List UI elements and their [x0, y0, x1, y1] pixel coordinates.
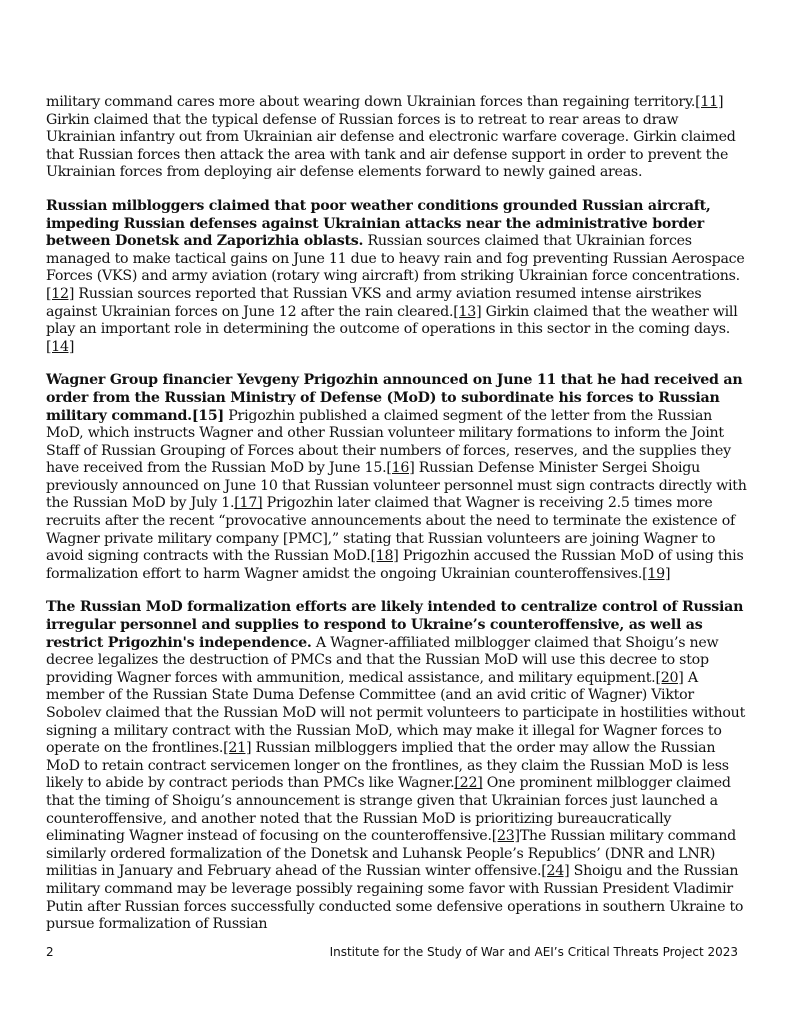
paragraph-text: Girkin claimed that the weather will play an important role in determining the outcome of operations in this sector in the coming days. [46, 303, 738, 338]
paragraph-lead: Wagner Group financier Yevgeny Prigozhin announced on June 11 that he had received an order from the Russian Ministry of Defense (MoD) to subordinate his forces to Russian military command.[15] [46, 372, 743, 424]
citation-link[interactable]: [20] [655, 669, 684, 686]
citation-link[interactable]: [21] [223, 740, 252, 757]
paragraph-text: A member of the Russian State Duma Defense Committee (and an avid critic of Wagner) Viktor Sobolev claimed that the Russian MoD will not permit volunteers to participate in hostilities without signing a military contract with the Russian MoD, which may make it illegal for Wagner forces to operate on the frontlines. [46, 669, 746, 757]
page-number: 2 [46, 945, 54, 959]
paragraph-text: The Russian military command similarly ordered formalization of the Donetsk and Luhansk People’s Republics’ (DNR and LNR) militias in January and February ahead of the Russian winter offensive. [46, 828, 736, 880]
paragraph-text: A Wagner-affiliated milblogger claimed that Shoigu’s new decree legalizes the destruction of PMCs and that the Russian MoD will use this decree to stop providing Wagner forces with ammunition, medical assistance, and military equipment. [46, 634, 719, 686]
paragraph-text: Russian Defense Minister Sergei Shoigu previously announced on June 10 that Russian volunteer personnel must sign contracts directly with the Russian MoD by July 1. [46, 460, 747, 512]
paragraph-3 [46, 372, 748, 583]
paragraph-text: Shoigu and the Russian military command may be leverage possibly regaining some favor with Russian President Vladimir Putin after Russian forces successfully conducted some defensive operations in southern Ukraine to pursue formalization of Russian [46, 863, 744, 933]
paragraph-text: Prigozhin published a claimed segment of the letter from the Russian MoD, which instructs Wagner and other Russian volunteer military formations to inform the Joint Staff of Russian Grouping of Forces about their numbers of forces, reserves, and the supplies they have received from the Russian MoD by June 15. [46, 407, 731, 477]
citation-link[interactable]: [13] [453, 303, 482, 320]
paragraph-text: Russian sources reported that Russian VKS and army aviation resumed intense airstrikes against Ukrainian forces on June 12 after the rain cleared. [46, 285, 702, 320]
paragraph-text: Girkin claimed that the typical defense of Russian forces is to retreat to rear areas to draw Ukrainian infantry out from Ukrainian air defense and electronic warfare coverage. Girkin claimed that Russian forces then attack the area with tank and air defense support in order to prevent the Ukrainian forces from deploying air defense elements forward to newly gained areas. [46, 111, 736, 181]
citation-link[interactable]: [11] [695, 94, 724, 110]
citation-link[interactable]: [18] [370, 548, 399, 565]
citation-link[interactable]: [22] [454, 775, 483, 792]
paragraph-1 [46, 94, 748, 182]
citation-link[interactable]: [24] [541, 863, 570, 880]
paragraph-text: Russian sources claimed that Ukrainian forces managed to make tactical gains on June 11 due to heavy rain and fog preventing Russian Aerospace Forces (VKS) and army aviation (rotary wing aircraft) from striking Ukrainian force concentrations. [46, 233, 745, 285]
citation-link[interactable]: [17] [234, 495, 263, 512]
citation-link[interactable]: [16] [386, 460, 415, 477]
paragraph-text: Prigozhin accused the Russian MoD of using this formalization effort to harm Wagner amidst the ongoing Ukrainian counteroffensives. [46, 548, 744, 582]
paragraph-text: military command cares more about wearing down Ukrainian forces than regaining territory. [46, 94, 696, 110]
paragraph-text: Prigozhin later claimed that Wagner is receiving 2.5 times more recruits after the recent “provocative announcements about the need to terminate the existence of Wagner private military company [PMC],” stating that Russian volunteers are joining Wagner to avoid signing contracts with the Russian MoD. [46, 495, 736, 565]
paragraph-lead: Russian milbloggers claimed that poor weather conditions grounded Russian aircraft, impeding Russian defenses against Ukrainian attacks near the administrative border between Donetsk and Zaporizhia oblasts. [46, 197, 711, 250]
footer-credit: Institute for the Study of War and AEI’s Critical Threats Project 2023 [329, 945, 738, 959]
paragraph-4 [46, 599, 748, 933]
citation-link[interactable]: [23] [491, 828, 520, 845]
paragraph-2 [46, 198, 748, 356]
paragraph-text: Russian milbloggers implied that the order may allow the Russian MoD to retain contract servicemen longer on the frontlines, as they claim the Russian MoD is less likely to abide by contract periods than PMCs like Wagner. [46, 740, 729, 792]
citation-link[interactable]: [14] [46, 338, 75, 355]
citation-link[interactable]: [19] [642, 565, 671, 582]
paragraph-text: One prominent milblogger claimed that the timing of Shoigu’s announcement is strange given that Ukrainian forces just launched a counteroffensive, and another noted that the Russian MoD is prioritizing bureaucratically eliminating Wagner instead of focusing on the counteroffensive. [46, 775, 731, 845]
paragraph-lead: The Russian MoD formalization efforts are likely intended to centralize control of Russian irregular personnel and supplies to respond to Ukraine’s counteroffensive, as well as restrict Prigozhin's independence. [46, 599, 744, 651]
citation-link[interactable]: [12] [46, 285, 75, 302]
document-body [46, 94, 748, 950]
